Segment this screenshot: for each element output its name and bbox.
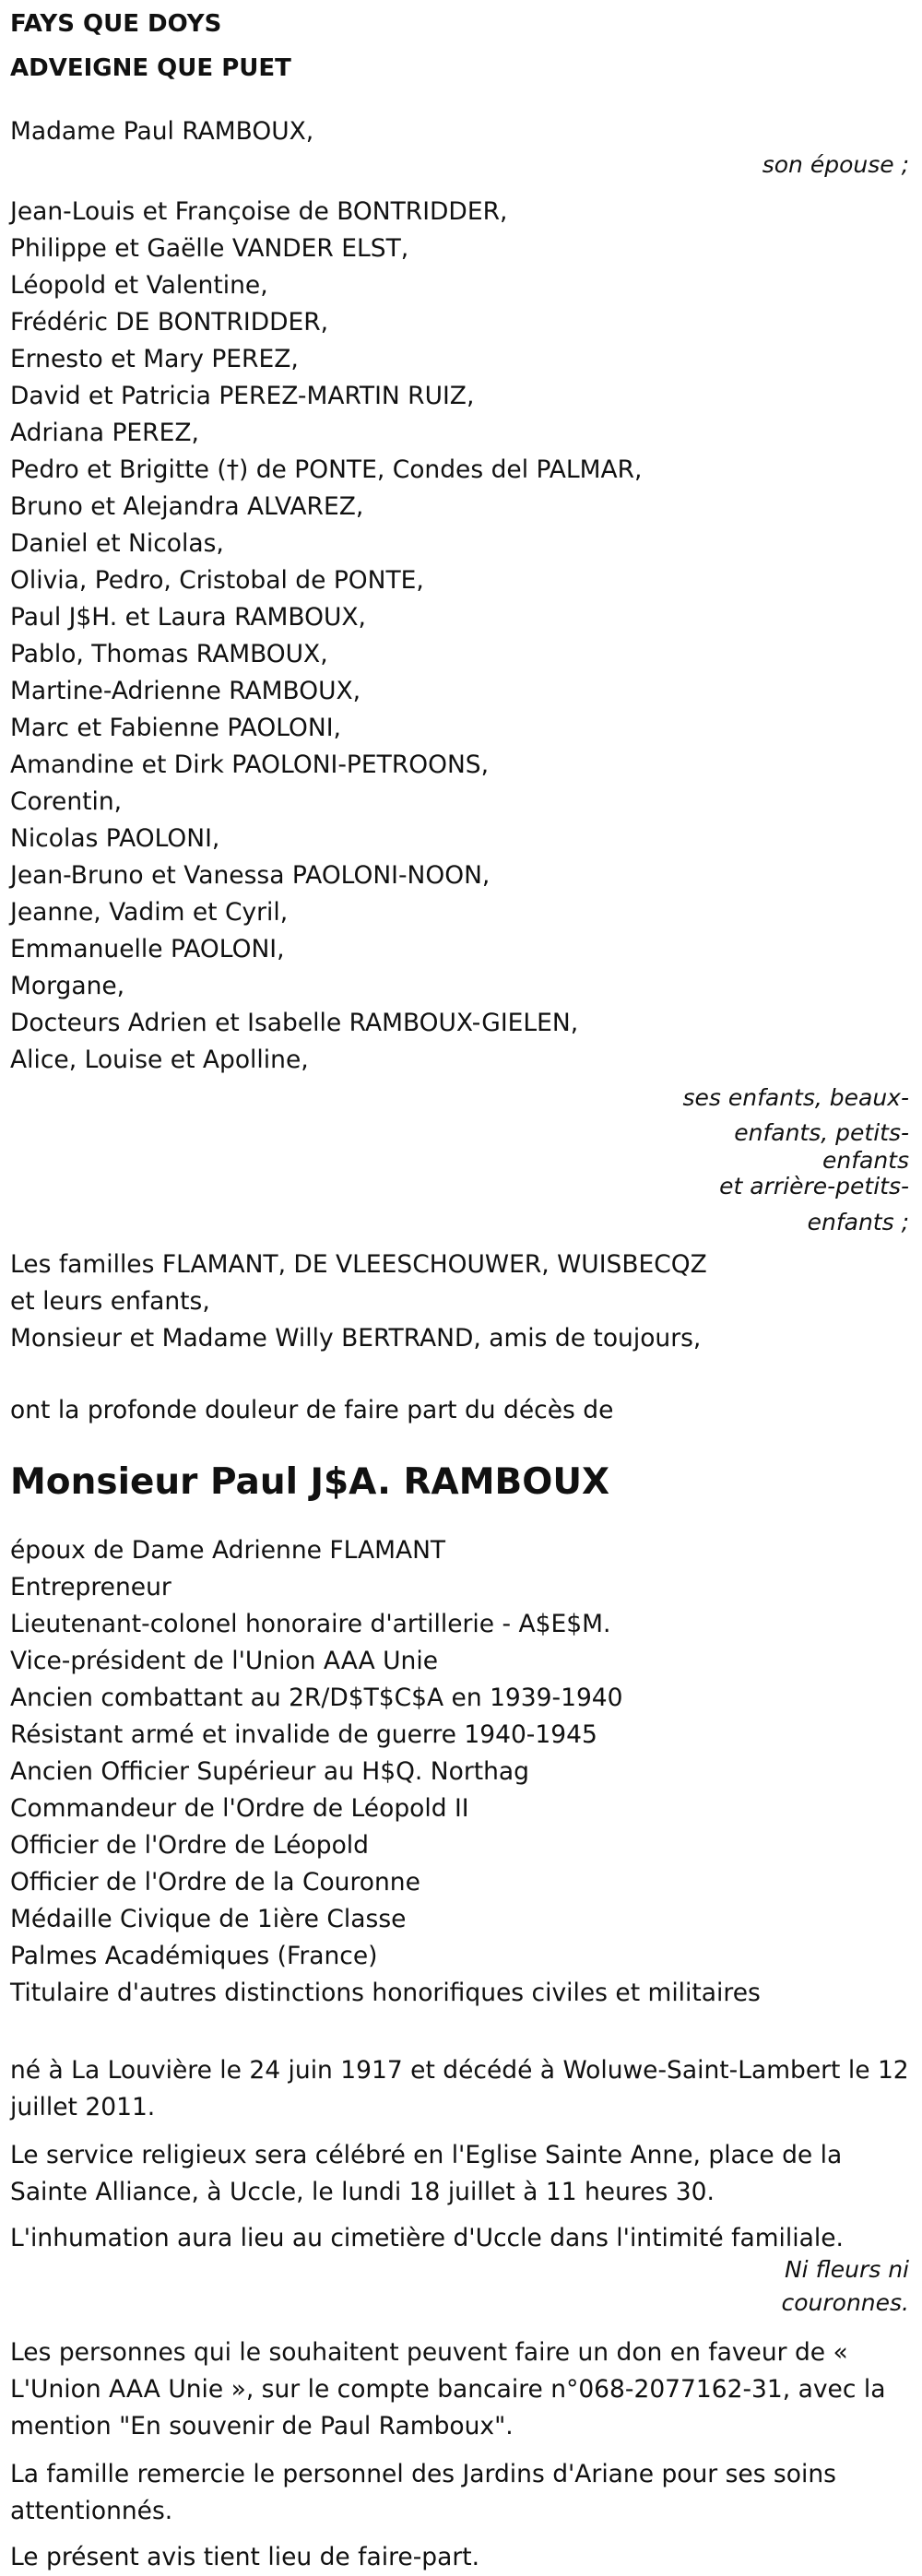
list-item: Marc et Fabienne PAOLONI, xyxy=(10,714,341,742)
list-item: David et Patricia PEREZ-MARTIN RUIZ, xyxy=(10,382,475,410)
title-item: Lieutenant-colonel honoraire d'artillerie - A$E$M. xyxy=(10,1610,611,1638)
children-relation-line: ses enfants, beaux- xyxy=(682,1084,909,1111)
list-item: Philippe et Gaëlle VANDER ELST, xyxy=(10,234,409,263)
announcement: ont la profonde douleur de faire part du décès de xyxy=(10,1396,614,1424)
title-item: Officier de l'Ordre de Léopold xyxy=(10,1831,369,1860)
title-item: Ancien Officier Supérieur au H$Q. Northag xyxy=(10,1757,529,1786)
birth-death: né à La Louvière le 24 juin 1917 et décédé à Woluwe-Saint-Lambert le 12 juillet 2011. xyxy=(10,2056,909,2121)
list-item: Les familles FLAMANT, DE VLEESCHOUWER, WUISBECQZ xyxy=(10,1250,707,1279)
list-item: Bruno et Alejandra ALVAREZ, xyxy=(10,492,364,521)
motto-line-1: FAYS QUE DOYS xyxy=(10,10,222,38)
list-item: Frédéric DE BONTRIDDER, xyxy=(10,308,329,337)
spouse-relation: son épouse ; xyxy=(762,151,909,178)
title-item: Résistant armé et invalide de guerre 1940-1945 xyxy=(10,1720,597,1749)
list-item: Olivia, Pedro, Cristobal de PONTE, xyxy=(10,566,424,595)
burial-info: L'inhumation aura lieu au cimetière d'Uccle dans l'intimité familiale. xyxy=(10,2224,844,2252)
deceased-titles xyxy=(10,1532,909,2012)
children-list xyxy=(10,194,909,1079)
families-list xyxy=(10,1243,909,1357)
list-item: Morgane, xyxy=(10,972,125,1000)
title-item: Médaille Civique de 1ière Classe xyxy=(10,1905,407,1933)
list-item: Docteurs Adrien et Isabelle RAMBOUX-GIELEN, xyxy=(10,1009,579,1037)
title-item: Entrepreneur xyxy=(10,1573,171,1601)
title-item: Vice-président de l'Union AAA Unie xyxy=(10,1647,439,1675)
thanks-info: La famille remercie le personnel des Jardins d'Ariane pour ses soins attentionnés. xyxy=(10,2460,836,2525)
list-item: Amandine et Dirk PAOLONI-PETROONS, xyxy=(10,750,490,779)
children-relation xyxy=(10,1079,909,1243)
title-item: époux de Dame Adrienne FLAMANT xyxy=(10,1536,446,1565)
title-item: Officier de l'Ordre de la Couronne xyxy=(10,1868,420,1897)
no-flowers xyxy=(10,2253,909,2320)
list-item: Adriana PEREZ, xyxy=(10,419,199,447)
service-info: Le service religieux sera célébré en l'Eglise Sainte Anne, place de la Sainte Alliance, à Uccle, le lundi 18 juillet à 11 heures 30. xyxy=(10,2141,843,2206)
donation-info: Les personnes qui le souhaitent peuvent faire un don en faveur de « L'Union AAA Unie », sur le compte bancaire n°068-2077162-31, avec la mention "En souvenir de Paul Ramboux". xyxy=(10,2338,886,2440)
list-item: Paul J$H. et Laura RAMBOUX, xyxy=(10,603,366,632)
spouse-name: Madame Paul RAMBOUX, xyxy=(10,117,314,146)
list-item: Emmanuelle PAOLONI, xyxy=(10,935,285,963)
title-item: Titulaire d'autres distinctions honorifiques civiles et militaires xyxy=(10,1979,761,2007)
title-item: Palmes Académiques (France) xyxy=(10,1942,378,1970)
list-item: Léopold et Valentine, xyxy=(10,271,268,300)
list-item: Ernesto et Mary PEREZ, xyxy=(10,345,299,373)
title-item: Commandeur de l'Ordre de Léopold II xyxy=(10,1794,469,1823)
list-item: Alice, Louise et Apolline, xyxy=(10,1046,309,1074)
list-item: Nicolas PAOLONI, xyxy=(10,824,220,853)
list-item: Daniel et Nicolas, xyxy=(10,529,224,558)
title-item: Ancien combattant au 2R/D$T$C$A en 1939-1940 xyxy=(10,1684,623,1712)
children-relation-line: enfants, petits- xyxy=(734,1119,909,1146)
no-flowers-line: couronnes. xyxy=(781,2289,909,2316)
deceased-name: Monsieur Paul J$A. RAMBOUX xyxy=(10,1461,610,1503)
list-item: Pedro et Brigitte (†) de PONTE, Condes del PALMAR, xyxy=(10,455,643,484)
children-relation-line: enfants ; xyxy=(807,1209,909,1235)
list-item: Martine-Adrienne RAMBOUX, xyxy=(10,677,361,705)
notice-info: Le présent avis tient lieu de faire-part. xyxy=(10,2543,480,2571)
no-flowers-line: Ni fleurs ni xyxy=(784,2256,909,2283)
list-item: Monsieur et Madame Willy BERTRAND, amis de toujours, xyxy=(10,1324,702,1353)
motto-line-2: ADVEIGNE QUE PUET xyxy=(10,54,291,82)
list-item: Jeanne, Vadim et Cyril, xyxy=(10,898,289,927)
list-item: Corentin, xyxy=(10,787,123,816)
children-relation-line: et arrière-petits- xyxy=(719,1173,909,1199)
children-relation-line: enfants xyxy=(822,1147,909,1174)
list-item: Jean-Bruno et Vanessa PAOLONI-NOON, xyxy=(10,861,491,890)
list-item: Jean-Louis et Françoise de BONTRIDDER, xyxy=(10,197,508,226)
list-item: et leurs enfants, xyxy=(10,1287,210,1316)
list-item: Pablo, Thomas RAMBOUX, xyxy=(10,640,328,668)
